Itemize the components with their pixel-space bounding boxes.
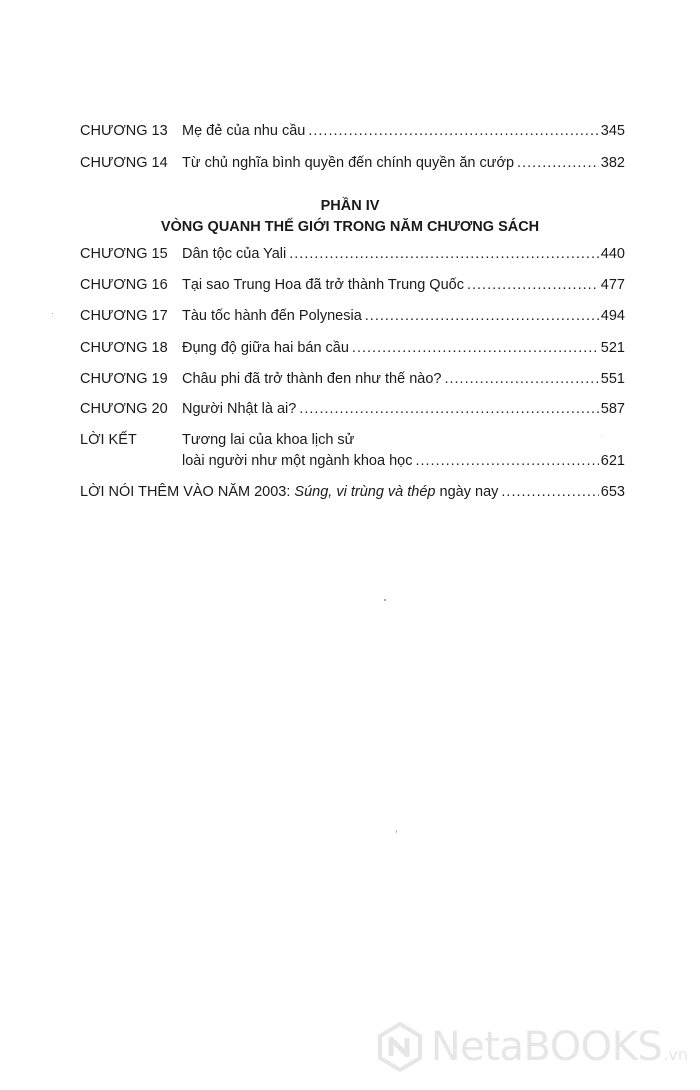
dot-leader xyxy=(308,120,598,142)
chapter-title: Mẹ đẻ của nhu cầu xyxy=(182,123,306,139)
toc-entry-chapter-13 xyxy=(80,120,625,142)
toc-entry-afterword xyxy=(80,481,625,503)
dot-leader xyxy=(501,481,598,503)
afterword-suffix: ngày nay xyxy=(435,484,499,500)
page-number: 653 xyxy=(600,484,625,500)
chapter-label: CHƯƠNG 14 xyxy=(80,155,168,171)
epilogue-title-line1: Tương lai của khoa lịch sử xyxy=(182,432,355,448)
chapter-title: Tại sao Trung Hoa đã trở thành Trung Quốc xyxy=(182,277,464,293)
page-number: 551 xyxy=(600,371,625,387)
chapter-title: Châu phi đã trở thành đen như thế nào? xyxy=(182,371,442,387)
epilogue-title-line2: loài người như một ngành khoa học xyxy=(182,453,413,469)
toc-entry-chapter-17 xyxy=(80,305,625,327)
scan-speck xyxy=(384,599,386,601)
chapter-label: CHƯƠNG 16 xyxy=(80,277,168,293)
toc-entry-chapter-20 xyxy=(80,398,625,420)
page-number: 382 xyxy=(600,155,625,171)
chapter-label: CHƯƠNG 20 xyxy=(80,401,168,417)
chapter-title: Người Nhật là ai? xyxy=(182,401,297,417)
page-number: 440 xyxy=(600,246,625,262)
chapter-label: CHƯƠNG 17 xyxy=(80,308,168,324)
dot-leader xyxy=(365,305,599,327)
dot-leader xyxy=(467,274,599,296)
dot-leader xyxy=(517,152,599,174)
netabooks-watermark xyxy=(375,1022,688,1072)
dot-leader xyxy=(299,398,598,420)
toc-entry-chapter-14 xyxy=(80,152,625,174)
epilogue-label: LỜI KẾT xyxy=(80,432,137,448)
dot-leader xyxy=(289,243,599,265)
page-number: 521 xyxy=(600,340,625,356)
part-title: VÒNG QUANH THẾ GIỚI TRONG NĂM CHƯƠNG SÁCH xyxy=(160,219,540,235)
watermark-text: NetaBOOKS xyxy=(430,1024,663,1070)
toc-entry-chapter-18 xyxy=(80,337,625,359)
chapter-title: Từ chủ nghĩa bình quyền đến chính quyền ăn cướp xyxy=(182,155,515,171)
dot-leader xyxy=(415,450,598,472)
toc-entry-chapter-19 xyxy=(80,368,625,390)
chapter-title: Dân tộc của Yali xyxy=(182,246,287,262)
watermark-suffix: .vn xyxy=(663,1045,688,1064)
chapter-label: CHƯƠNG 13 xyxy=(80,123,168,139)
scan-speck xyxy=(52,313,53,314)
dot-leader xyxy=(352,337,599,359)
toc-entry-epilogue xyxy=(80,450,625,472)
chapter-label: CHƯƠNG 18 xyxy=(80,340,168,356)
page-number: 621 xyxy=(600,453,625,469)
page-number: 494 xyxy=(600,308,625,324)
afterword-book-title: Súng, vi trùng và thép xyxy=(294,484,436,500)
chapter-title: Đụng độ giữa hai bán cầu xyxy=(182,340,349,356)
page-number: 477 xyxy=(600,277,625,293)
chapter-label: CHƯƠNG 19 xyxy=(80,371,168,387)
part-label: PHẦN IV xyxy=(320,198,380,214)
scan-speck xyxy=(396,830,397,833)
chapter-label: CHƯƠNG 15 xyxy=(80,246,168,262)
page-number: 345 xyxy=(600,123,625,139)
chapter-title: Tàu tốc hành đến Polynesia xyxy=(182,308,362,324)
scan-speck xyxy=(601,436,602,437)
page-number: 587 xyxy=(600,401,625,417)
afterword-prefix: LỜI NÓI THÊM VÀO NĂM 2003: xyxy=(80,484,295,500)
netabooks-logo-icon xyxy=(375,1022,425,1072)
toc-entry-chapter-16 xyxy=(80,274,625,296)
dot-leader xyxy=(444,368,598,390)
toc-entry-chapter-15 xyxy=(80,243,625,265)
